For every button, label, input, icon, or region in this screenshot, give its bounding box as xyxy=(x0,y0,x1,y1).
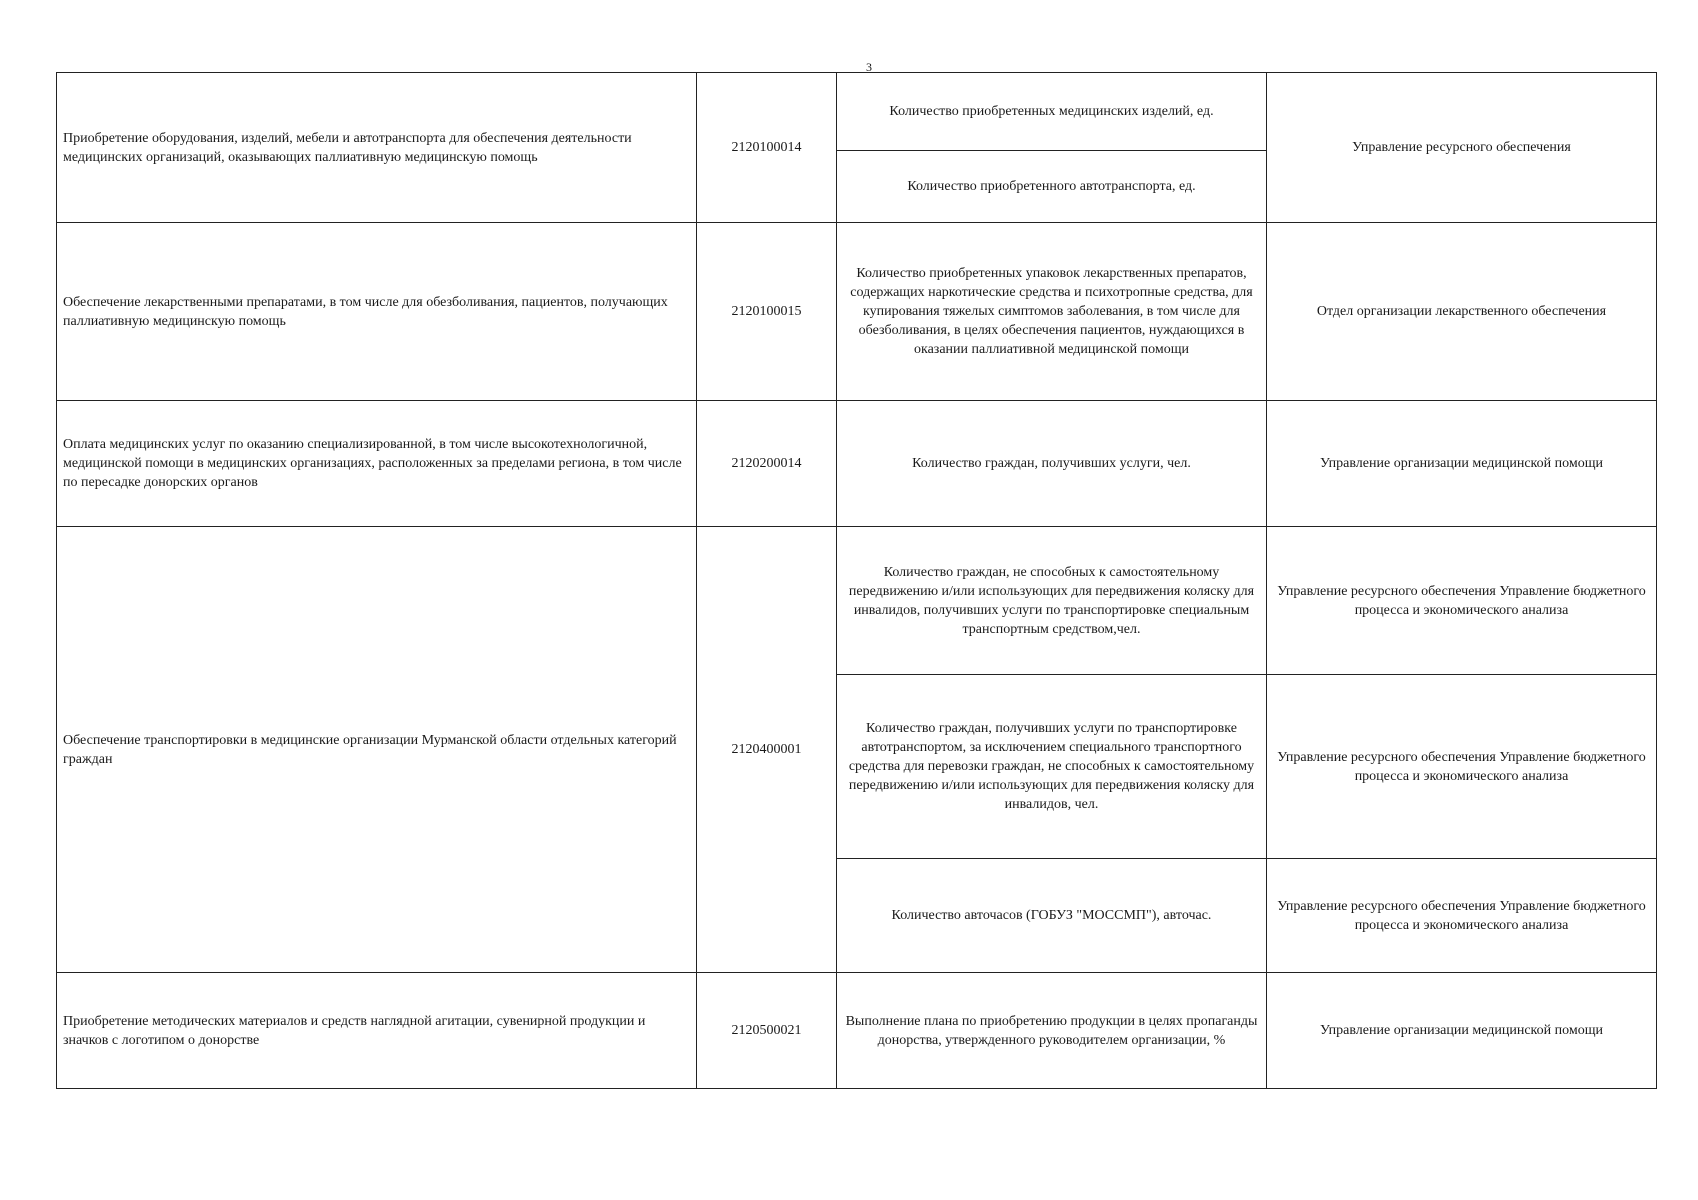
table-row xyxy=(57,401,1657,527)
department-cell: Отдел организации лекарственного обеспечения xyxy=(1267,223,1657,401)
indicator-cell: Количество авточасов (ГОБУЗ "МОССМП"), авточас. xyxy=(837,859,1267,973)
measure-cell: Приобретение оборудования, изделий, мебели и автотранспорта для обеспечения деятельности медицинских организаций, оказывающих паллиативную медицинскую помощь xyxy=(57,73,697,223)
measures-table xyxy=(56,72,1657,1089)
department-cell: Управление ресурсного обеспечения Управление бюджетного процесса и экономического анализа xyxy=(1267,675,1657,859)
department-cell: Управление ресурсного обеспечения xyxy=(1267,73,1657,223)
code-cell: 2120100014 xyxy=(697,73,837,223)
department-cell: Управление ресурсного обеспечения Управление бюджетного процесса и экономического анализа xyxy=(1267,859,1657,973)
code-cell: 2120100015 xyxy=(697,223,837,401)
indicator-cell: Количество приобретенных упаковок лекарственных препаратов, содержащих наркотические средства и психотропные средства, для купирования тяжелых симптомов заболевания, в том числе для обезболивания, в целях обеспечения пациентов, нуждающихся в оказании паллиативной медицинской помощи xyxy=(837,223,1267,401)
indicator-cell: Выполнение плана по приобретению продукции в целях пропаганды донорства, утвержденного руководителем организации, % xyxy=(837,973,1267,1089)
code-cell: 2120500021 xyxy=(697,973,837,1089)
code-cell: 2120400001 xyxy=(697,527,837,973)
page-number: 3 xyxy=(866,60,872,74)
measure-cell: Обеспечение лекарственными препаратами, в том числе для обезболивания, пациентов, получающих паллиативную медицинскую помощь xyxy=(57,223,697,401)
department-cell: Управление ресурсного обеспечения Управление бюджетного процесса и экономического анализа xyxy=(1267,527,1657,675)
indicator-cell: Количество приобретенных медицинских изделий, ед. xyxy=(837,73,1267,151)
indicator-cell: Количество граждан, получивших услуги, чел. xyxy=(837,401,1267,527)
table-row xyxy=(57,973,1657,1089)
code-cell: 2120200014 xyxy=(697,401,837,527)
indicator-cell: Количество приобретенного автотранспорта, ед. xyxy=(837,151,1267,223)
measure-cell: Обеспечение транспортировки в медицинские организации Мурманской области отдельных категорий граждан xyxy=(57,527,697,973)
measure-cell: Оплата медицинских услуг по оказанию специализированной, в том числе высокотехнологичной, медицинской помощи в медицинских организациях, расположенных за пределами региона, в том числе по пересадке донорских органов xyxy=(57,401,697,527)
indicator-cell: Количество граждан, не способных к самостоятельному передвижению и/или использующих для передвижения коляску для инвалидов, получивших услуги по транспортировке специальным транспортным средством,чел. xyxy=(837,527,1267,675)
indicator-cell: Количество граждан, получивших услуги по транспортировке автотранспортом, за исключением специального транспортного средства для перевозки граждан, не способных к самостоятельному передвижению и/или использующих для передвижения коляску для инвалидов, чел. xyxy=(837,675,1267,859)
department-cell: Управление организации медицинской помощи xyxy=(1267,401,1657,527)
table-row xyxy=(57,223,1657,401)
table-row xyxy=(57,73,1657,151)
department-cell: Управление организации медицинской помощи xyxy=(1267,973,1657,1089)
table-row xyxy=(57,527,1657,675)
measure-cell: Приобретение методических материалов и средств наглядной агитации, сувенирной продукции и значков с логотипом о донорстве xyxy=(57,973,697,1089)
